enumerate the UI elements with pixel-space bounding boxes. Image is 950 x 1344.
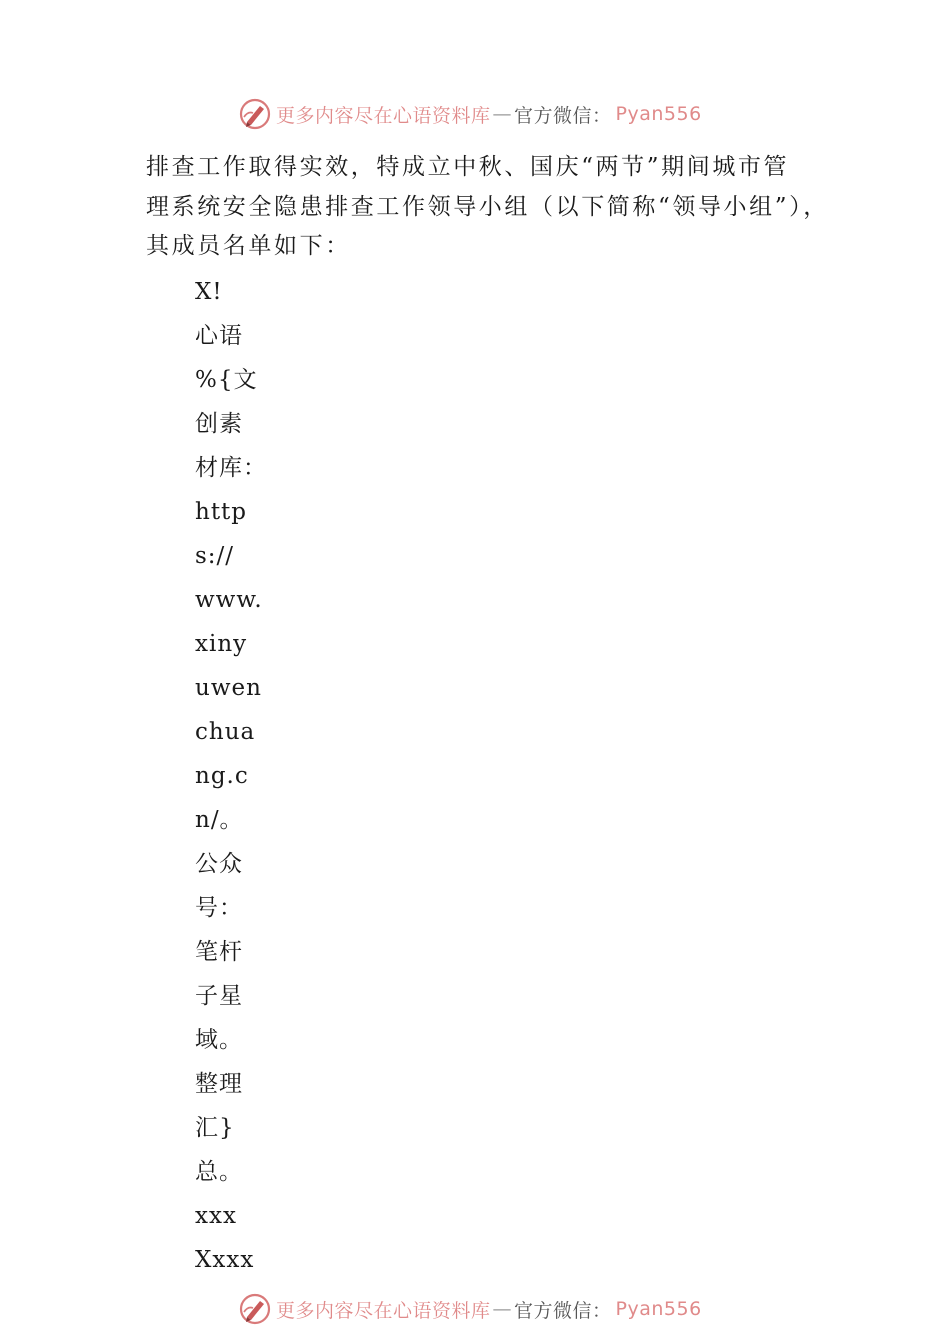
column-line: 笔杆 [195, 939, 243, 965]
column-line: chua [195, 719, 256, 745]
column-line: X! [195, 279, 223, 305]
pen-logo-icon [238, 1292, 272, 1326]
watermark-dash: — [492, 103, 513, 125]
watermark-main-text: 更多内容尽在心语资料库 [276, 104, 491, 127]
footer-watermark [238, 1291, 702, 1327]
column-line: 公众 [195, 851, 243, 877]
column-line: ng.c [195, 763, 249, 789]
header-watermark [238, 96, 702, 132]
paragraph-line-1: 排查工作取得实效，特成立中秋、国庆“两节”期间城市管 [146, 154, 790, 180]
column-line: 创素 [195, 411, 243, 437]
column-line: 整理 [195, 1071, 243, 1097]
column-line: 号： [195, 895, 243, 921]
column-line: www. [195, 587, 263, 613]
column-line: n/。 [195, 807, 244, 833]
watermark-main-text: 更多内容尽在心语资料库 [276, 1299, 491, 1322]
watermark-dash: — [492, 1298, 513, 1320]
watermark-wechat-id: Pyan556 [615, 1298, 702, 1320]
column-line: 子星 [195, 983, 243, 1009]
watermark-wechat-id: Pyan556 [615, 103, 702, 125]
column-line: %{文 [195, 367, 258, 393]
column-line: xiny [195, 631, 248, 657]
member-list-column [195, 270, 315, 1282]
column-line: s:// [195, 543, 235, 569]
watermark-sub-text: 官方微信： [514, 104, 612, 127]
pen-logo-icon [238, 97, 272, 131]
column-line: 材库： [195, 455, 267, 481]
column-line: xxx [195, 1203, 237, 1229]
column-line: 心语 [195, 323, 243, 349]
body-paragraph [146, 148, 829, 267]
column-line: 域。 [195, 1027, 243, 1053]
paragraph-line-2: 理系统安全隐患排查工作领导小组（以下简称“领导小组”）， [146, 193, 829, 220]
watermark-sub-text: 官方微信： [514, 1299, 612, 1322]
column-line: 总。 [195, 1159, 243, 1185]
column-line: 汇} [195, 1115, 235, 1141]
paragraph-line-3: 其成员名单如下： [146, 233, 351, 259]
column-line: http [195, 499, 248, 525]
column-line: Xxxx [195, 1247, 255, 1273]
column-line: uwen [195, 675, 262, 701]
